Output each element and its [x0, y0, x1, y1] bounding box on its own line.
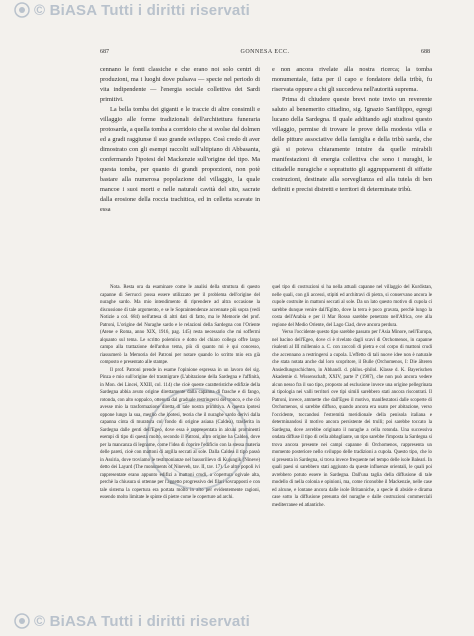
note-paragraph: Il prof. Patroni prende in esame l'opinione espressa in un lavoro del sig. Pinza e mio sull'origine del trasmigrare (L'abitazione della Sardegna e l'affinità, in Mon. dei Lincei, XXIII, col. 114) che cioè queste caratteristiche edifizie della Sardegna abbia avuto origine direttamente dalla capanna di frasche e di fango, rotonda, con alto soppalco, ottenuta dal graduale restringersi del tronco, e che ciò avesse mio la trasformazione diretta di tale nostra primitiva. A questa ipotesi oppone lungo la sua, meglio che ipotesi, teoria che il nuraghe sardo derivi dalla capanna cinta di muratura col fondo di origine asiana (Caldea), trasferita in Sardegna dalle genti dell'Egeo, dove essa è rappresentata in alcuni prominenti esempi di tipo di questa molto, secondo il Patroni, altro origine ha Caldea, dove per la mancanza di legname, come l'idea di coprire l'edificio con la stessa materia delle pareti, cioè con mattoni di argilla seccati al sole. Dalla Caldea il tipo passò in Assiria, dove troviamo le testimonianze nel bassorilievo di Kujungik (Nineve) detto dei Layard (The monuments of Nineveh, tav. II, tav. 17). Le altre popoli ivi rappresentate erano appunto edifizi a mattoni crudi, a copertura ogivale alta, perchè la chiusura si ottenne per l'aggetto progressivo dei filari sovrapposti e con tale sistema la copertura era portata molto in alto per evidentemente ragioni, essendo molto limitate le spinte di pietre come le coperture ad archi. — [100, 367, 260, 500]
page-number-right: 688 — [421, 49, 430, 55]
running-title: GONNESA ECC. — [240, 49, 290, 55]
note-paragraph: Verso l'occidente questo tipo sarebbe passato per l'Asia Minore, nell'Europa, nel bacino dell'Egeo, dove ci è rivelato dagli scavi di Orchomenos, in capanne risalenti al III millennio a. C. con zoccoli di pietra e col corpo di mattoni crudi che accennano a restringersi a cupola. L'effetto di tali nuove idee non è naturale che stata notata anche dal loro scopritore, il Bulle (Orchomenos, I: Die älteren Ansiedlungsschichten, in Abhandl. d. philos.-philol. Klasse d. K. Bayerischen Akademie d. Wissenschaft, XXIV, parte Iª (1907), che non può ancora vedere alcun nesso fra il suo tipo, proposto ad esclusione invece una origine pellegrinata ai tipologia nei valli territori ove tipi simili sarebbero stati ancora riscontrati. Il Patroni, invece, ammette che dall'Egeo il motivo, manifestatosi dalle scoperte di Orchomenos, si sarebbe diffuso, quando ancora era usato per abitazione, verso l'occidente, toccandosi l'estremità meridionale della penisola italiana e determinandosi il motivo ancora persistente dei trulli; poi sarebbe toccato la Sardegna, dove avrebbe originato il nuraghe a cella rotonda. Una successiva ondata diffuse il tipo di cella abbagliante, un tipo sarebbe l'imposta la Sardegna si trova ancora presente nei campi capanne di Orchomenos, rappresenta un momento posteriore nello sviluppo delle tradizioni a cupola. Questo tipo, che lo si presenta in Sardegna, si trova invece frequente nel tempo delle isole Baleari. In quali paesi si sarebbero stati aggiunto da queste influenze orientali, le quali poi avrebbero potuto essere in Sardegna. Dall'una taglia della diffusione di tale modello di nella colonia e opinioni, ma, come riconobbe il Mackenzie, nelle case ed alcune, e lontane ancora dalle isole Britanniche, a specie di abside e dirama case sotto la diffusione presunta del nuraghe e dalle costruzioni commerciali mediterranee ed atlantiche. — [272, 330, 432, 508]
watermark-bottom-text: © BiASA Tutti i diritti riservati — [34, 613, 251, 630]
running-header — [100, 49, 430, 59]
note-paragraph: Nota. Resta ora da esaminare come le analisi della struttura di questo capanne di Serrucci possa essere utilizzato per il problema dell'origine del nuraghe sardo. Ma mio intendimento di riprendere ad altra occasione la discussione di tale argomento, e se le Sopraintendenze accennate più sopra (vedi Notizie a col. 684) nell'attesa di altri dati di fatto, ma le Memorie del prof. Patroni, L'origine del Nuraghe sardo e le relazioni della Sardegna con l'Oriente (Atene e Roma, anno XIX, 1916, pag. 145) resta necessario che mi soffermi alquanto sul tema. Le scritto polemico e dotto del chiaro collega offre largo campo alla trattazione dell'arduo tema, più di quanto mi è qui concesso, riassumerò la Memoria del Patroni per notare quando lo scritto mio era già composto e presentato alle stampe. — [100, 285, 260, 365]
watermark-top-text: © BiASA Tutti i diritti riservati — [34, 2, 251, 19]
main-text-column-right — [272, 65, 432, 265]
library-stamp-icon — [142, 384, 252, 494]
watermark-top — [0, 2, 474, 19]
biasa-logo-icon — [14, 2, 30, 18]
note-paragraph: quel tipo di costruzioni si ha nella attuali capanne nel villaggio del Kurdistan, nelle quali, con gli accessi, stipiti ed architravi di pietra, si conservano ancora le cupole costruite in mattoni seccati al sole. Da un lato questo motivo di cupola ci sarebbe dunque venire dall'Egitto, dove la terra è poco gravata, perchè lungo la costa dell'Arabia e per il Mar Rosso sarebbe penetrato nell'Africa, ove alla regione del Medio Oriente, del Lago Ciad, dove ancora perdura. — [272, 285, 432, 328]
paragraph: Prima di chiudere queste brevi note invio un reverente saluto al benemerito cittadino, sig. Ignazio Sanfilippo, egregi lucano della Sardegna. Il quale additando agli studiosi questo villaggio, permise di trovare le prove della modesta villa e delle pitture associative della famiglia e della tribù sarda, che già si poteva chiaramente intuire da quelle mirabili manifestazioni di energia collettiva che sono i nuraghi, le cittadelle nuragiche e soprattutto gli aggruppamenti di siffatte costruzioni, destinate alla sorveglianza ed alla tutela di ben definiti e precisi distretti e territori di determinate tribù. — [272, 96, 432, 193]
main-text-column-left — [100, 65, 260, 265]
paragraph: e non ancora rivelate alla nostra ricerca; la tomba monumentale, fatta per il capo e fondatore della tribù, fu riservata oppure a chi gli succedeva nell'autorità suprema. — [272, 66, 432, 93]
paragraph: cennano le fonti classiche e che erano noi solo centri di produzioni, ma i luoghi dove pulsava — specie nel periodo di vita indipendente — l'energia sociale collettiva dei Sardi primitivi. — [100, 66, 260, 103]
page-number-left: 687 — [100, 49, 109, 55]
watermark-bottom — [0, 613, 474, 630]
biasa-logo-icon — [14, 613, 30, 629]
paragraph: La bella tomba dei giganti e le traccie di altre consimili e villaggio alle forme tradizionali dell'architettura funeraria protosarda, a quella tomba a corridoio che si svolse dal dolmen ed a gradi raggiunse il suo grande sviluppo. Così credo di aver dimostrato con gli esempi raccolti sull'altipiano di Abbasanta, confermando l'ipotesi del Mackenzie sull'origine del tipo. Ma questa tomba, per quanto di grandi proporzioni, non potè bastare alla numerosa popolazione del villaggio, la quale mancoe i suoi morti e nelle naturali cavità del sito, sacrate dalla erosione della roccia trachitica, ed in celletta scavate in essa — [100, 106, 260, 213]
note-column-right — [272, 284, 432, 606]
